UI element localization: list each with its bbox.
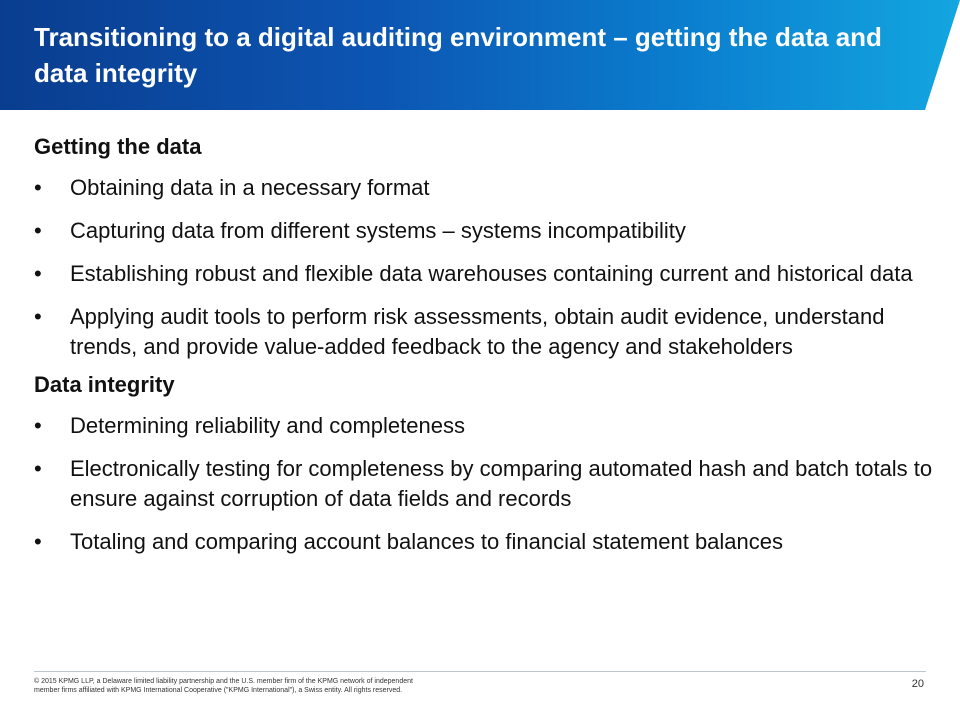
copyright-line: member firms affiliated with KPMG International Cooperative ("KPMG International"), a Swiss entity. All rights reserved. — [34, 687, 403, 694]
data-integrity-list — [34, 411, 934, 557]
bullet-item: • Determining reliability and completeness — [34, 411, 934, 441]
section-heading-data-integrity: Data integrity — [34, 372, 175, 397]
bullet-item: • Applying audit tools to perform risk assessments, obtain audit evidence, understand trends, and provide value-added feedback to the agency and stakeholders — [34, 302, 934, 362]
bullet-item: • Obtaining data in a necessary format — [34, 173, 934, 203]
bullet-item: • Totaling and comparing account balances to financial statement balances — [34, 527, 934, 557]
page-number: 20 — [911, 678, 924, 690]
bullet-item: • Electronically testing for completeness by comparing automated hash and batch totals to ensure against corruption of data fields and records — [34, 454, 934, 514]
copyright-notice — [34, 677, 594, 695]
getting-the-data-list — [34, 173, 934, 362]
slide-title: Transitioning to a digital auditing environment – getting the data and data integrity — [34, 22, 882, 88]
footer-divider — [34, 671, 926, 672]
slide-content — [34, 134, 934, 557]
section-heading-getting-the-data: Getting the data — [34, 134, 202, 159]
bullet-item: • Capturing data from different systems – systems incompatibility — [34, 216, 934, 246]
copyright-line: © 2015 KPMG LLP, a Delaware limited liability partnership and the U.S. member firm of the KPMG network of independent — [34, 678, 413, 685]
bullet-item: • Establishing robust and flexible data warehouses containing current and historical data — [34, 259, 934, 289]
